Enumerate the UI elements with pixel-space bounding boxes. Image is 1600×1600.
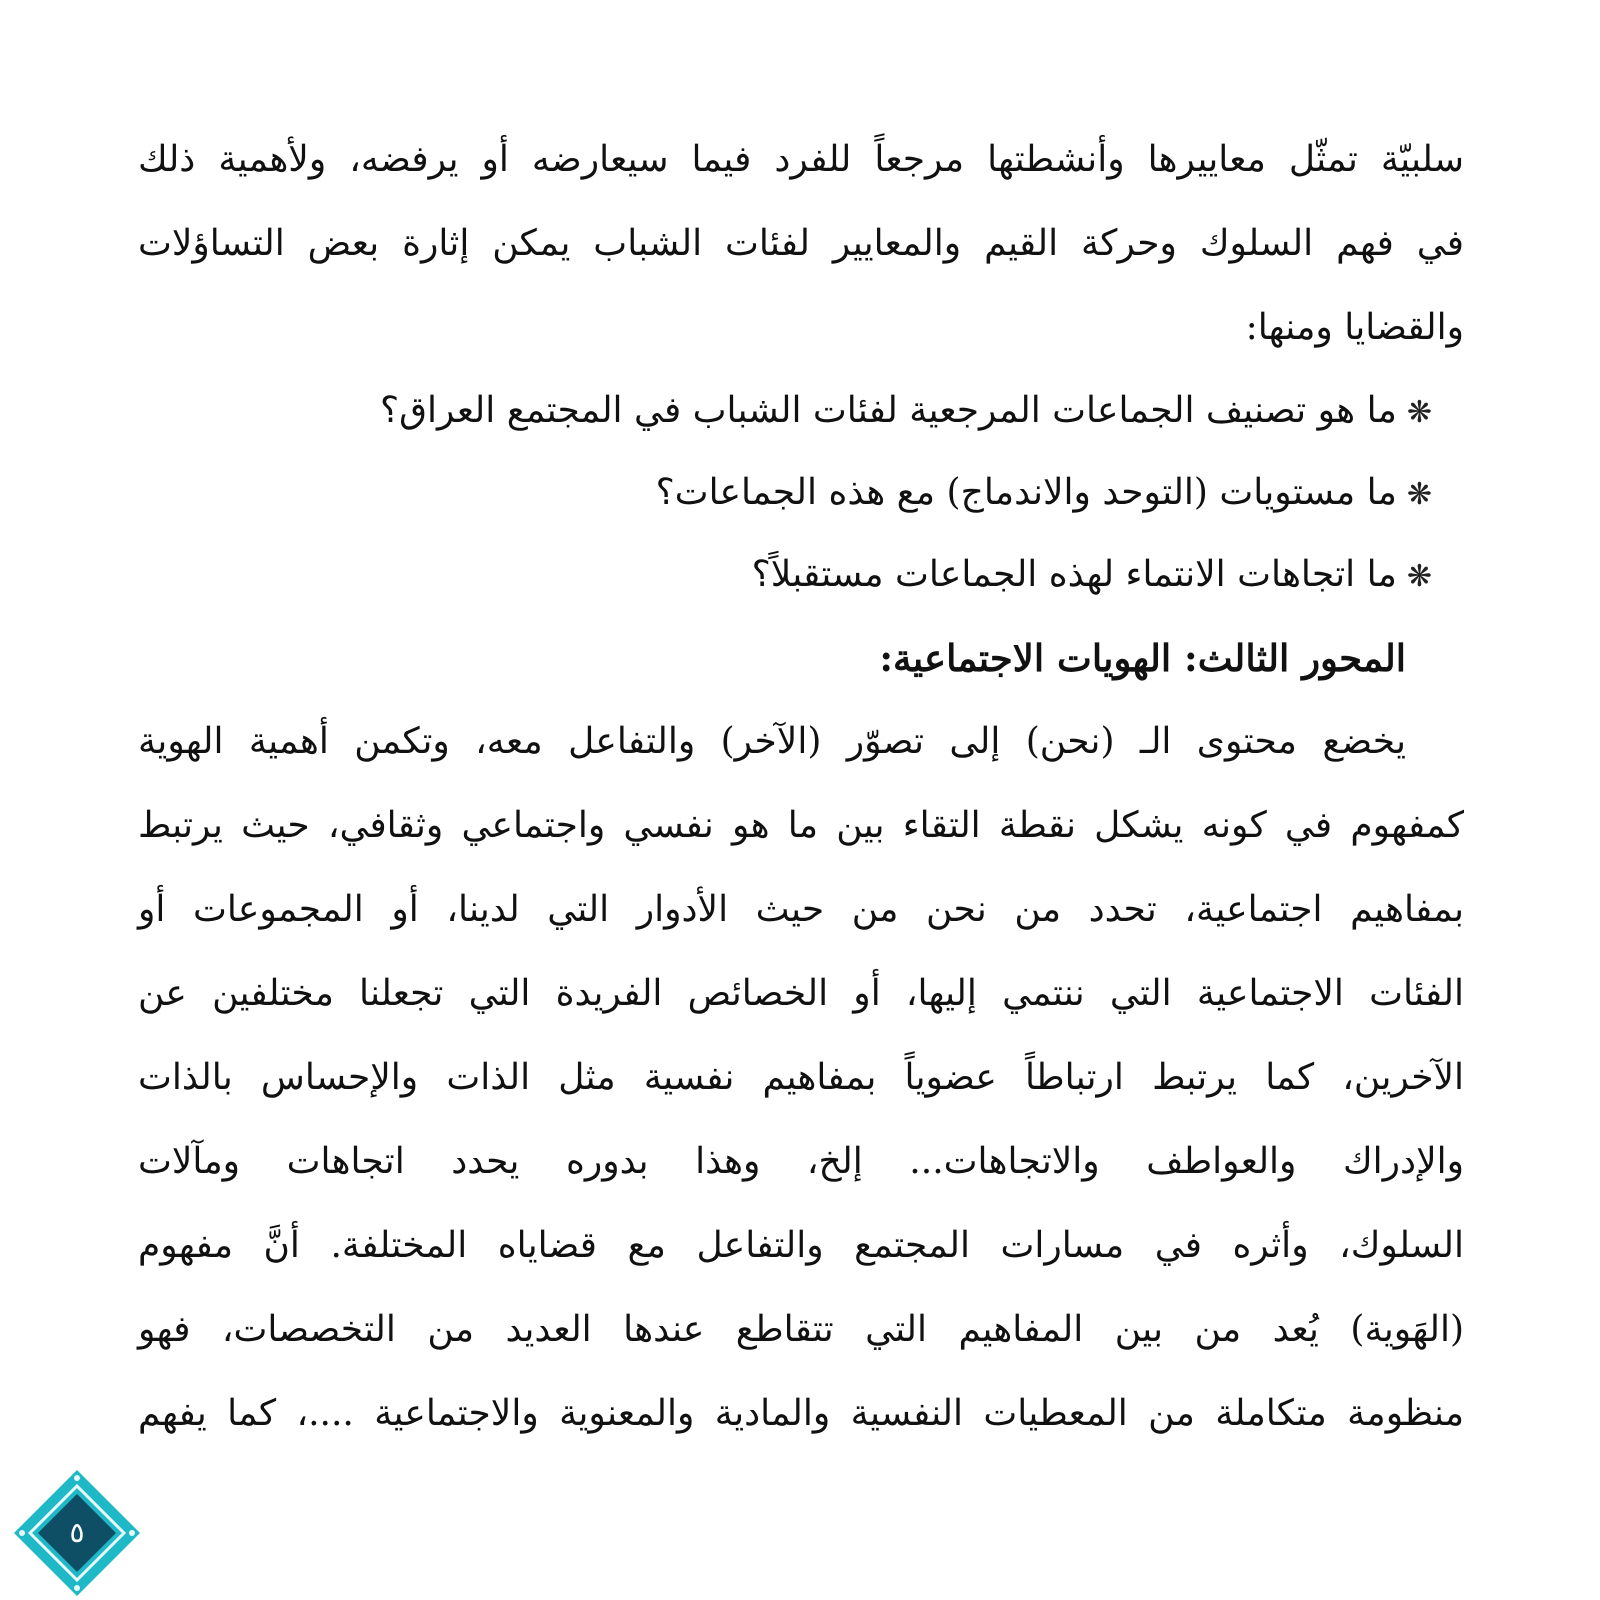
paragraph-2-line: منظومة متكاملة من المعطيات النفسية والمادية والمعنوية والاجتماعية ....، كما يفهم [138, 1393, 1464, 1434]
paragraph-2-line: يخضع محتوى الـ (نحن) إلى تصوّر (الآخر) والتفاعل معه، وتكمن أهمية الهوية [138, 721, 1406, 762]
page-body [138, 118, 1464, 1456]
paragraph-1-line: والقضايا ومنها: [1245, 307, 1464, 348]
asterisk-bullet-icon: ❋ [1406, 395, 1432, 430]
paragraph-1-line: سلبيّة تمثّل معاييرها وأنشطتها مرجعاً للفرد فيما سيعارضه أو يرفضه، ولأهمية ذلك [138, 139, 1464, 180]
section-heading: المحور الثالث: الهويات الاجتماعية: [879, 636, 1406, 680]
list-item-text: ما هو تصنيف الجماعات المرجعية لفئات الشباب في المجتمع العراق؟ [380, 390, 1397, 431]
page-number: ٥ [69, 1516, 85, 1549]
asterisk-bullet-icon: ❋ [1406, 477, 1432, 512]
list-item-text: ما مستويات (التوحد والاندماج) مع هذه الجماعات؟ [655, 472, 1397, 513]
list-item-text: ما اتجاهات الانتماء لهذه الجماعات مستقبلاً؟ [751, 554, 1397, 595]
paragraph-2-line: السلوك، وأثره في مسارات المجتمع والتفاعل مع قضاياه المختلفة. أنَّ مفهوم [138, 1225, 1464, 1266]
question-list [138, 370, 1464, 616]
asterisk-bullet-icon: ❋ [1406, 559, 1432, 594]
paragraph-2-line: الآخرين، كما يرتبط ارتباطاً عضوياً بمفاهيم نفسية مثل الذات والإحساس بالذات [138, 1057, 1464, 1098]
paragraph-1-line: في فهم السلوك وحركة القيم والمعايير لفئات الشباب يمكن إثارة بعض التساؤلات [138, 223, 1464, 264]
list-item [138, 534, 1464, 616]
list-item [138, 452, 1464, 534]
paragraph-2 [138, 700, 1464, 1456]
paragraph-2-line: (الهَوية) يُعد من بين المفاهيم التي تتقاطع عندها العديد من التخصصات، فهو [138, 1309, 1464, 1350]
paragraph-1 [138, 118, 1464, 370]
paragraph-2-line: كمفهوم في كونه يشكل نقطة التقاء بين ما هو نفسي واجتماعي وثقافي، حيث يرتبط [138, 805, 1464, 846]
paragraph-2-line: والإدراك والعواطف والاتجاهات... إلخ، وهذا بدوره يحدد اتجاهات ومآلات [138, 1141, 1464, 1182]
list-item [138, 370, 1464, 452]
paragraph-2-line: بمفاهيم اجتماعية، تحدد من نحن من حيث الأدوار التي لدينا، أو المجموعات أو [138, 889, 1464, 930]
paragraph-2-line: الفئات الاجتماعية التي ننتمي إليها، أو الخصائص الفريدة التي تجعلنا مختلفين عن [138, 973, 1464, 1014]
